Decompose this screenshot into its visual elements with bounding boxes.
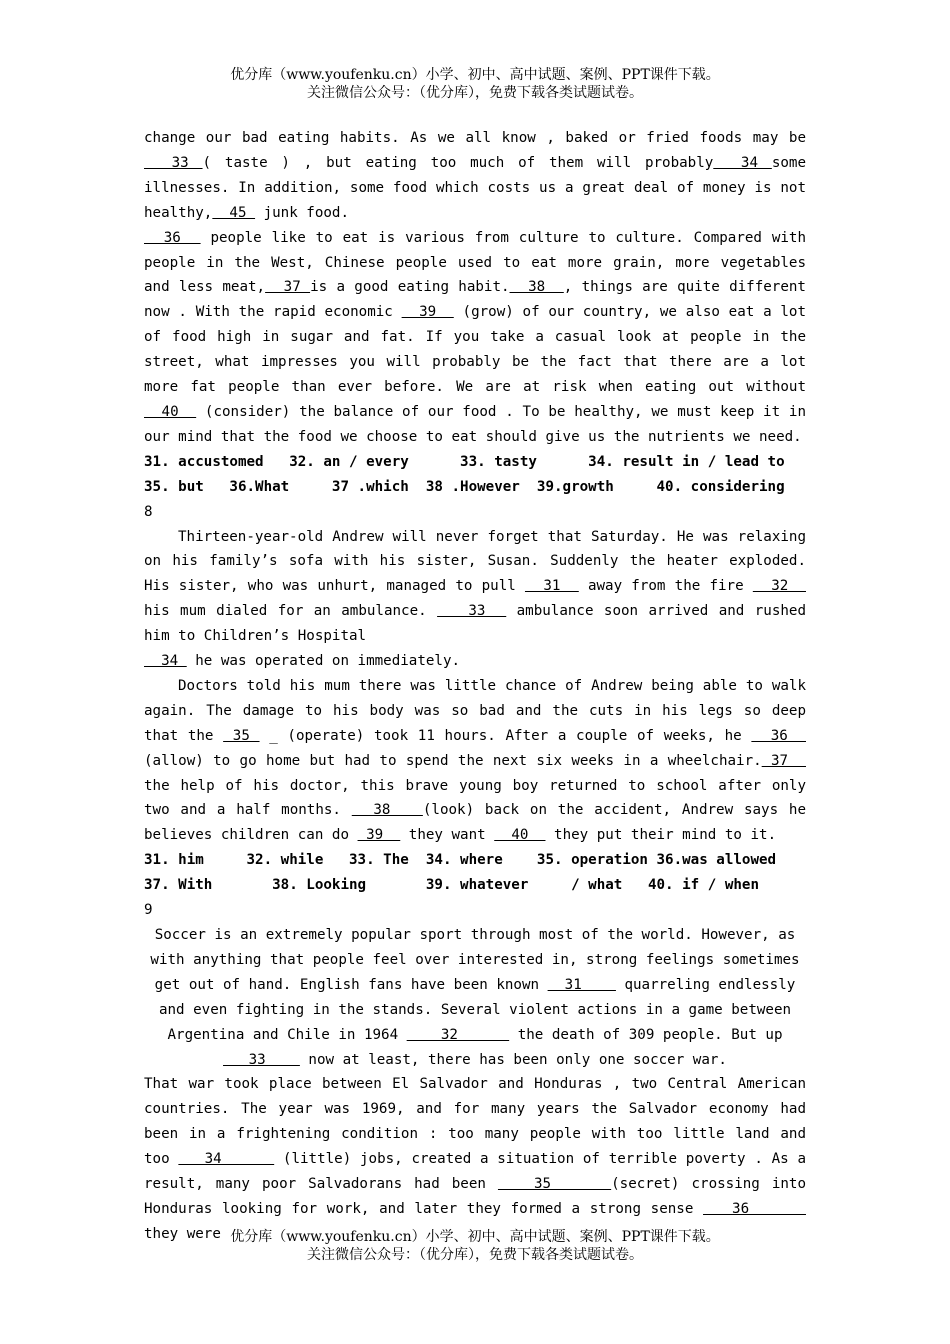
- blank-45: 45: [212, 204, 256, 221]
- page-header: [0, 66, 950, 102]
- blank-34: 34: [713, 154, 772, 171]
- page-footer: [0, 1228, 950, 1264]
- passage-9-paragraph-1: Soccer is an extremely popular sport through most of the world. However, as with anything that people feel over interested in, strong feelings sometimes get out of hand. English fans have been known 31 quarreling endlessly and even fighting in the stands. Several violent actions in a game between Argentina and Chile in 1964 32 the death of 309 people. But up 33 now at least, there has been only one soccer war.: [150, 927, 800, 1068]
- blank-37: 37: [265, 279, 311, 296]
- passage-7-paragraph-1: change our bad eating habits. As we all know , baked or fried foods may be 33 ( taste ) , but eating too much of them will probably 34 some illnesses. In addition, some food which costs us a great deal of money is not healthy, 45 junk food.: [144, 130, 806, 221]
- passage-7-answers-2: 35. but 36.What 37 .which 38 .However 39.growth 40. considering: [144, 478, 785, 495]
- blank-33: 33: [223, 1051, 300, 1068]
- passage-7-answers-1: 31. accustomed 32. an / every 33. tasty 34. result in / lead to: [144, 453, 785, 470]
- passage-8-answers-2: 37. With 38. Looking 39. whatever / what 40. if / when: [144, 877, 759, 894]
- blank-31: 31: [524, 578, 579, 595]
- blank-35: 35: [223, 727, 260, 744]
- blank-40: 40: [494, 827, 546, 844]
- passage-7-paragraph-2: 36 people like to eat is various from culture to culture. Compared with people in the West, Chinese people used to eat more grain, more vegetables and less meat, 37 is a good eating habit. 38 , things are quite different now . With the rapid economic 39 (grow) of our country, we also eat a lot of food high in sugar and fat. If you take a casual look at people in the street, what impresses you will probably be the fact that there are a lot more fat people than ever before. We are at risk when eating out without 40 (consider) the balance of our food . To be healthy, we must keep it in our mind that the food we choose to eat should give us the nutrients we need.: [144, 229, 806, 445]
- passage-8-number: 8: [144, 503, 153, 520]
- blank-37: 37: [761, 752, 806, 769]
- blank-38: 38: [351, 802, 423, 819]
- passage-8-paragraph-3: Doctors told his mum there was little chance of Andrew being able to walk again. The damage to his body was so bad and the cuts in his legs so deep that the 35 _ (operate) took 11 hours. After a couple of weeks, he 36 (allow) to go home but had to spend the next six weeks in a wheelchair. 37 the help of his doctor, this brave young boy returned to school after only two and a half months. 38 (look) back on the accident, Andrew says he believes children can do 39 they want 40 they put their mind to it.: [144, 677, 806, 844]
- blank-38: 38: [509, 279, 564, 296]
- blank-34: 34: [144, 653, 187, 670]
- blank-34: 34: [178, 1151, 275, 1168]
- document-body: [144, 126, 806, 1247]
- blank-36: 36: [751, 727, 806, 744]
- blank-36: 36: [144, 229, 201, 246]
- blank-40: 40: [144, 403, 197, 420]
- blank-39: 39: [357, 827, 401, 844]
- blank-32: 32: [406, 1026, 510, 1043]
- passage-8-paragraph-2: 34 he was operated on immediately.: [144, 653, 461, 670]
- header-line-2: 关注微信公众号：（优分库），免费下载各类试题试卷。: [307, 85, 643, 101]
- blank-35: 35: [497, 1176, 612, 1193]
- passage-9-paragraph-2: That war took place between El Salvador and Honduras , two Central American countries. The year was 1969, and for many years the Salvador economy had been in a frightening condition : too many people with too little land and too 34 (little) jobs, created a situation of terrible poverty . As a result, many poor Salvadorans had been 35 (secret) crossing into Honduras looking for work, and later they formed a strong sense 36 they were: [144, 1076, 806, 1242]
- passage-9-number: 9: [144, 902, 153, 919]
- blank-33: 33: [144, 154, 203, 171]
- blank-31: 31: [547, 976, 616, 993]
- passage-8-paragraph-1: Thirteen-year-old Andrew will never forget that Saturday. He was relaxing on his family’s sofa with his sister, Susan. Suddenly the heater exploded. His sister, who was unhurt, managed to pull 31 away from the fire 32 his mum dialed for an ambulance. 33 ambulance soon arrived and rushed him to Children’s Hospital: [144, 528, 806, 645]
- passage-8-answers-1: 31. him 32. while 33. The 34. where 35. operation 36.was allowed: [144, 852, 777, 869]
- blank-36: 36: [703, 1200, 806, 1217]
- footer-line-2: 关注微信公众号：（优分库），免费下载各类试题试卷。: [307, 1247, 643, 1263]
- blank-39: 39: [401, 304, 454, 321]
- footer-line-1: 优分库（www.youfenku.cn）小学、初中、高中试题、案例、PPT课件下载。: [230, 1229, 720, 1245]
- header-line-1: 优分库（www.youfenku.cn）小学、初中、高中试题、案例、PPT课件下载。: [230, 67, 720, 83]
- blank-33: 33: [437, 603, 507, 620]
- blank-32: 32: [752, 578, 806, 595]
